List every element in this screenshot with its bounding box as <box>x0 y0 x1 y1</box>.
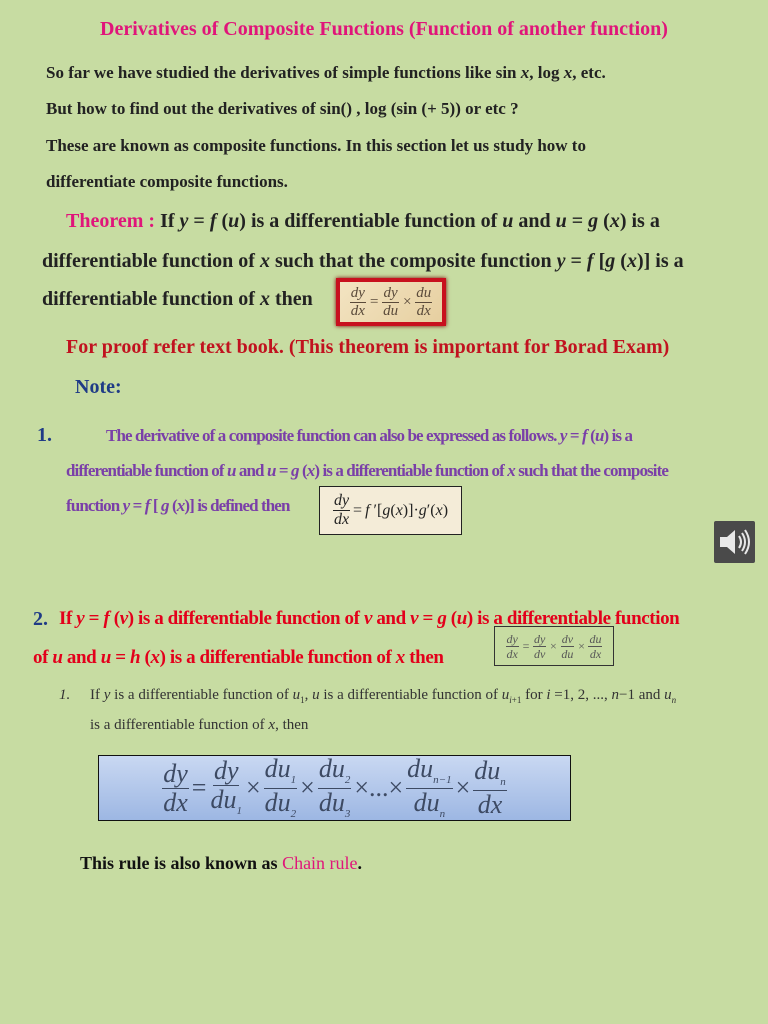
chain-rule-note <box>80 853 362 874</box>
sub-item-line-2: is a differentiable function of x, then <box>90 717 309 733</box>
item-2-line-1: If y = f (v) is a differentiable function of v and v = g (u) is a differentiable function <box>59 608 680 629</box>
theorem-line-2: differentiable function of x such that the composite function y = f [g (x)] is a <box>42 250 684 272</box>
chain-rule-suffix: . <box>357 853 363 873</box>
chain-rule-formula: $\frac{dy}{dx}$ = $\frac{dy}{du}$ × $\frac{du}{dx}$ <box>336 278 446 326</box>
item-2-number: 2. <box>33 608 48 630</box>
intro-line-4: differentiate composite functions. <box>46 172 288 191</box>
item-1-line-2: differentiable function of u and u = g (x) is a differentiable function of x such that the composite <box>66 461 669 480</box>
proof-note: For proof refer text book. (This theorem is important for Borad Exam) <box>66 336 670 358</box>
theorem-label: Theorem : <box>66 210 156 232</box>
sub-item-number: 1. <box>59 687 71 703</box>
intro-line-3: These are known as composite functions. In this section let us study how to <box>46 136 586 155</box>
theorem-line-1 <box>66 210 660 233</box>
intro-line-2: But how to find out the derivatives of sin() , log (sin (+ 5)) or etc ? <box>46 99 519 118</box>
item-1-line-1: The derivative of a composite function can also be expressed as follows. y = f (u) is a <box>106 426 633 445</box>
three-chain-formula: $\frac{dy}{dx}$ = $\frac{dy}{dv}$ × $\frac{dv}{du}$ × $\frac{du}{dx}$ <box>494 626 614 666</box>
item-1-number: 1. <box>37 424 52 446</box>
sub-item-line-1: If y is a differentiable function of $u_1$, u is a differentiable function of $u_{i+1}$ for i =1, 2, ..., n−1 and $u_n$ <box>90 687 677 705</box>
theorem-text-1: If y = f (u) is a differentiable function of u and u = g (x) is a <box>160 210 660 232</box>
page-title: Derivatives of Composite Functions (Function of another function) <box>100 18 668 40</box>
chain-rule-term: Chain rule <box>282 853 358 873</box>
item-1-line-3: function y = f [ g (x)] is defined then <box>66 496 290 515</box>
note-label: Note: <box>75 376 122 398</box>
composite-derivative-formula: $\frac{dy}{dx}$ = f ′[g(x)]·g′(x) <box>319 486 462 535</box>
intro-line-1: So far we have studied the derivatives of simple functions like sin x, log x, etc. <box>46 63 606 82</box>
item-2-line-2: of u and u = h (x) is a differentiable function of x then <box>33 647 444 668</box>
theorem-line-3: differentiable function of x then <box>42 288 313 310</box>
chain-rule-prefix: This rule is also known as <box>80 853 283 873</box>
general-chain-formula: $\frac{dy}{dx}$ = $\frac{dy}{du_1}$ × $\frac{du_1}{du_2}$ × $\frac{du_2}{du_3}$ ×...× $\frac{du_{n-1}}{du_n}$ × $\frac{du_n}{dx}$ <box>98 755 571 821</box>
speaker-icon[interactable] <box>714 521 755 563</box>
